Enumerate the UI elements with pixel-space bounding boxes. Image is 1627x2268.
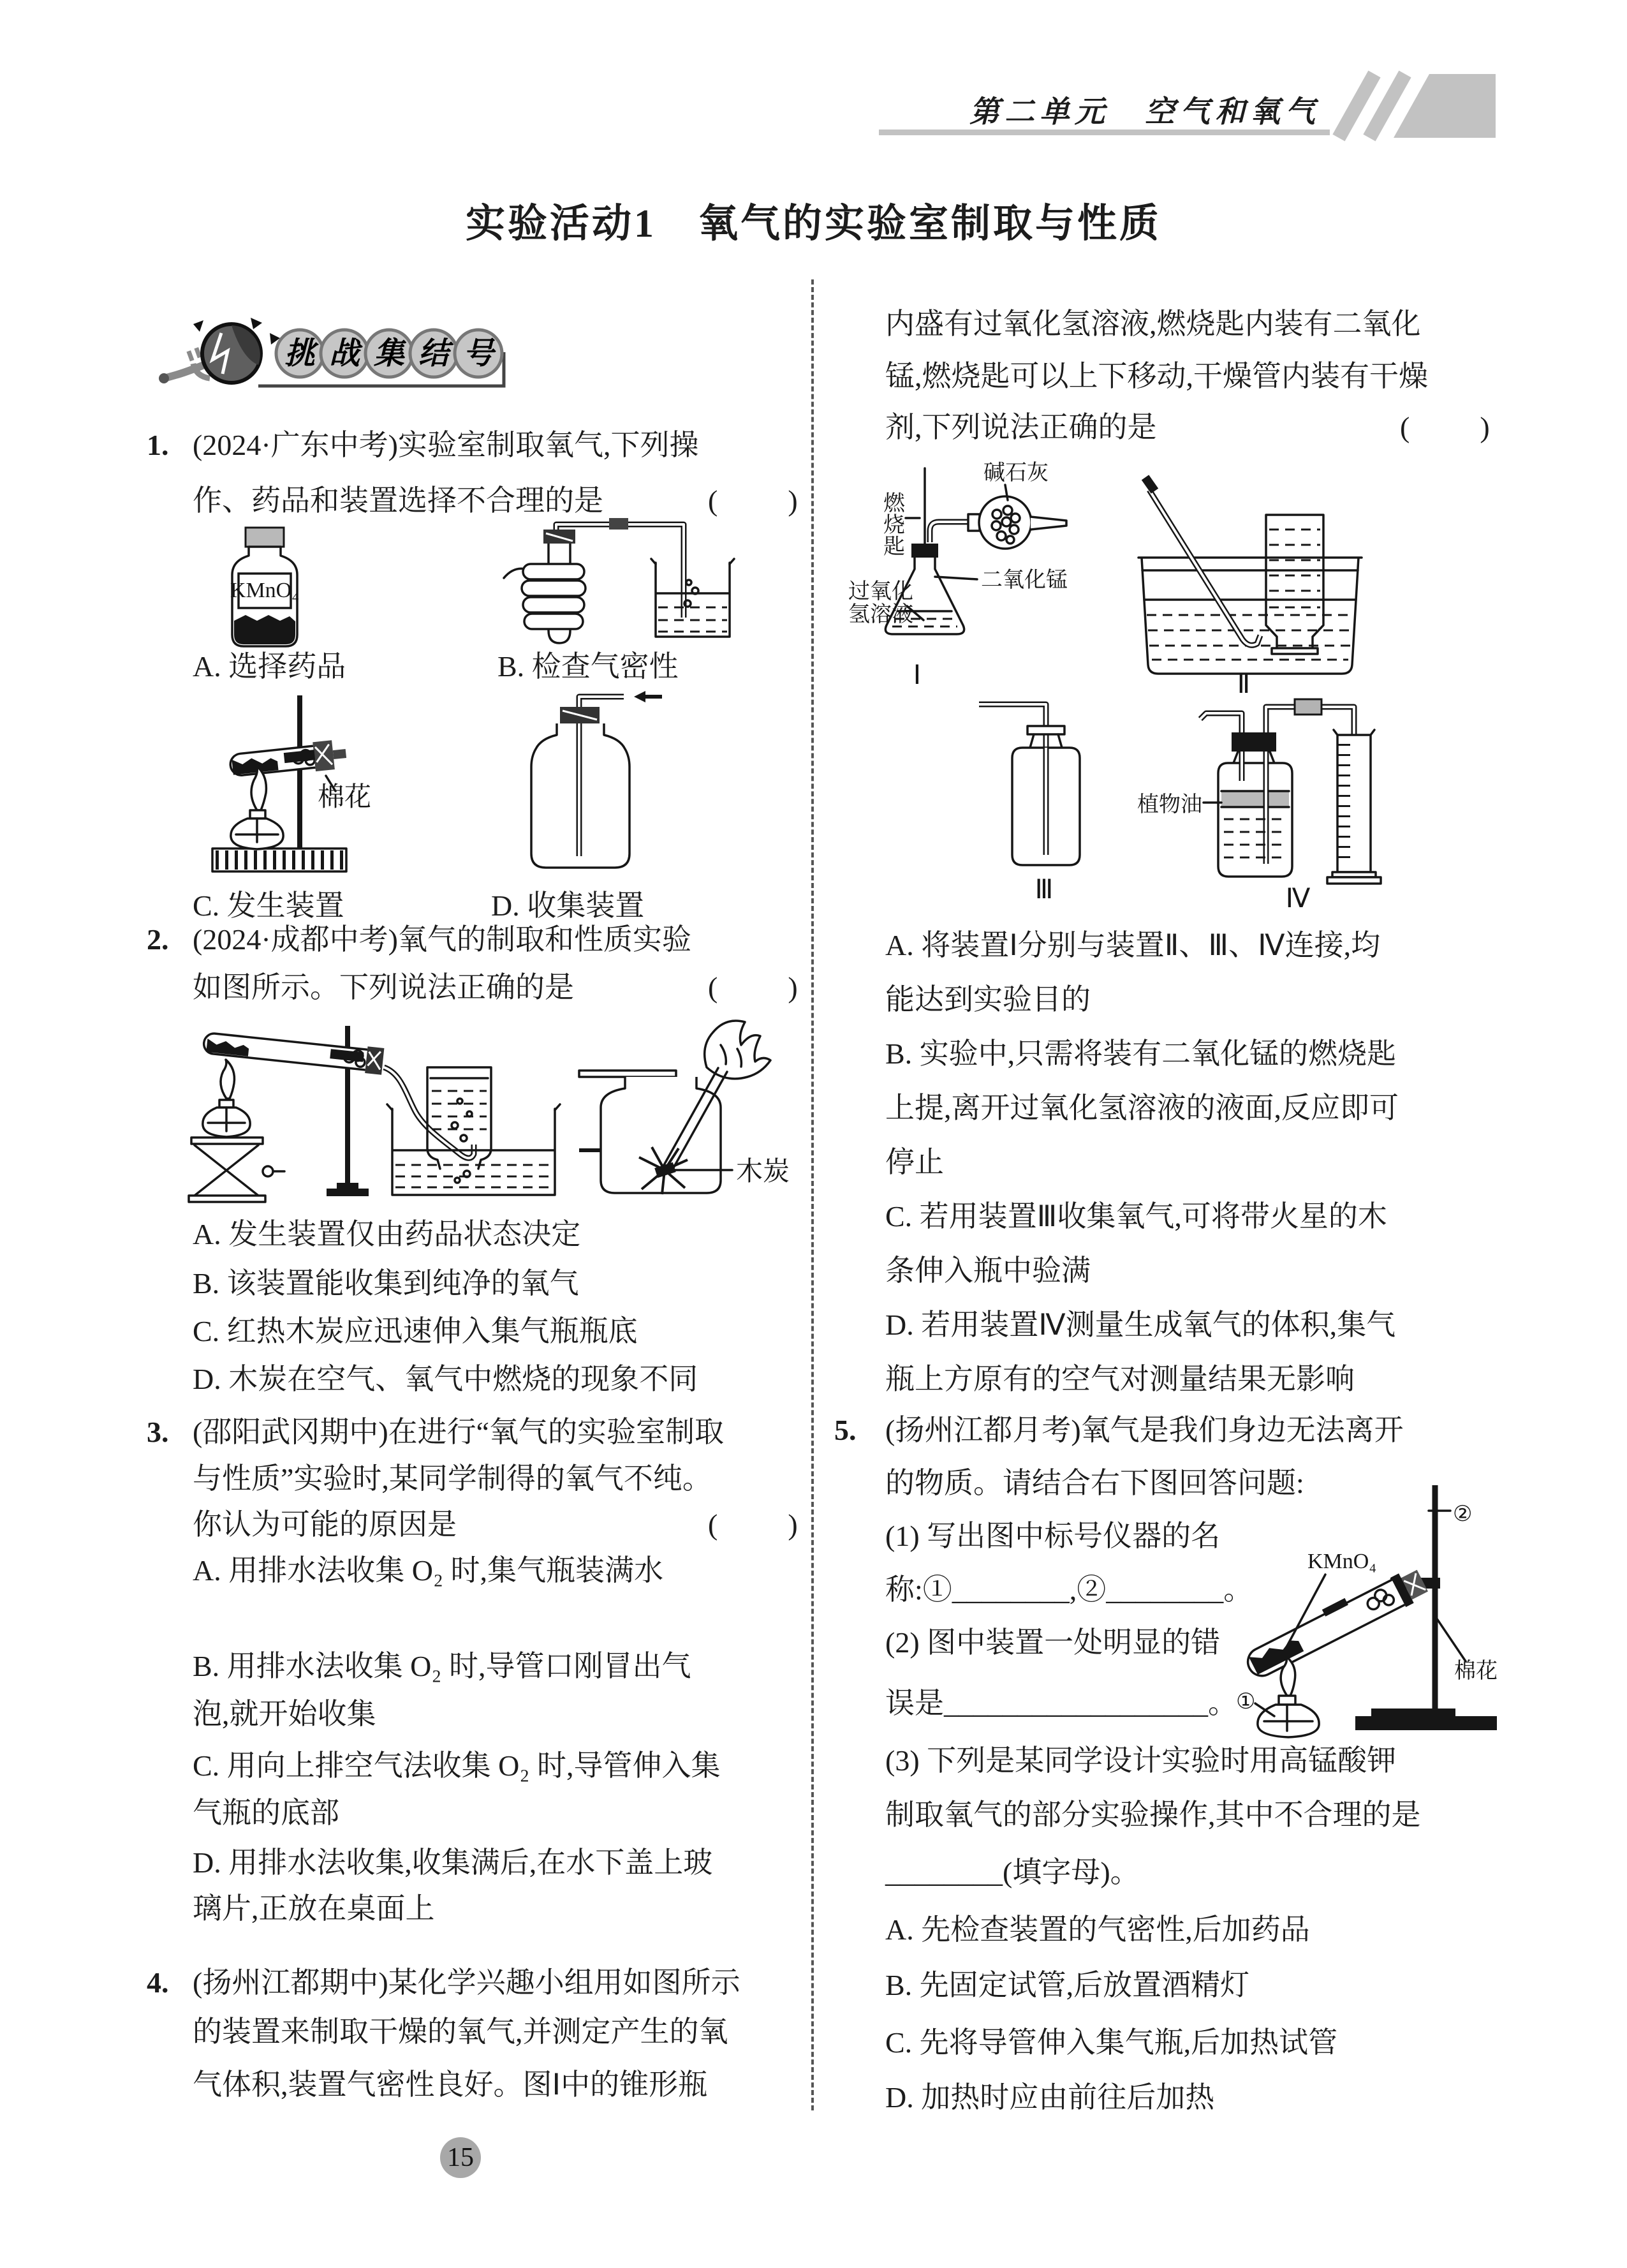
q3-answer-bracket: ( ) bbox=[708, 1508, 802, 1541]
q5-number: 5. bbox=[834, 1414, 857, 1446]
header-rule bbox=[879, 130, 1330, 135]
q3-option-d2: 璃片,正放在桌面上 bbox=[193, 1892, 435, 1925]
fig-q1c-generator bbox=[190, 688, 404, 882]
apparatus-3-label: Ⅲ bbox=[1034, 875, 1054, 905]
q3-option-a: A. 用排水法收集 O₂ 时,集气瓶装满水 bbox=[193, 1554, 663, 1587]
apparatus-1-label: Ⅰ bbox=[913, 661, 922, 690]
q5-part1-line1: (1) 写出图中标号仪器的名 bbox=[885, 1520, 1221, 1552]
h2o2-label-2: 氢溶液 bbox=[848, 603, 913, 626]
q2-option-c: C. 红热木炭应迅速伸入集气瓶瓶底 bbox=[193, 1315, 638, 1347]
mno2-label: 二氧化锰 bbox=[981, 568, 1068, 592]
q1-line2: 作、药品和装置选择不合理的是 bbox=[193, 484, 603, 517]
h2o2-label-1: 过氧化 bbox=[848, 580, 913, 604]
sodalime-label: 碱石灰 bbox=[983, 461, 1049, 485]
apparatus-4-label: Ⅳ bbox=[1285, 884, 1311, 914]
fig-q1b-airtight-check bbox=[485, 522, 746, 649]
q4-option-b1: B. 实验中,只需将装有二氧化锰的燃烧匙 bbox=[885, 1037, 1397, 1070]
cotton-label-q5: 棉花 bbox=[1454, 1659, 1498, 1683]
q2-line2: 如图所示。下列说法正确的是 bbox=[193, 971, 574, 1004]
q3-line2: 与性质”实验时,某同学制得的氧气不纯。 bbox=[193, 1462, 712, 1495]
q5-part2-line1: (2) 图中装置一处明显的错 bbox=[885, 1626, 1221, 1659]
q4-line1: (扬州江都期中)某化学兴趣小组用如图所示 bbox=[193, 1966, 740, 1999]
q5-line2: 的物质。请结合右下图回答问题: bbox=[885, 1467, 1304, 1499]
q3-number: 3. bbox=[147, 1416, 169, 1448]
q4-option-d2: 瓶上方原有的空气对测量结果无影响 bbox=[885, 1363, 1355, 1395]
q3-option-d1: D. 用排水法收集,收集满后,在水下盖上玻 bbox=[193, 1846, 713, 1879]
q1-caption-a: A. 选择药品 bbox=[193, 650, 346, 683]
q1-caption-c: C. 发生装置 bbox=[193, 889, 344, 922]
q4-cont-line1: 内盛有过氧化氢溶液,燃烧匙内装有二氧化 bbox=[885, 308, 1421, 340]
fig-q1a-reagent-bottle bbox=[210, 525, 319, 649]
q5-part3-line1: (3) 下列是某同学设计实验时用高锰酸钾 bbox=[885, 1744, 1397, 1777]
q4-option-b2: 上提,离开过氧化氢溶液的液面,反应即可 bbox=[885, 1092, 1399, 1124]
q2-option-b: B. 该装置能收集到纯净的氧气 bbox=[193, 1267, 579, 1300]
kmno4-label: KMnO₄ bbox=[1307, 1550, 1377, 1573]
q1-line1: (2024·广东中考)实验室制取氧气,下列操 bbox=[193, 429, 699, 461]
charcoal-label: 木炭 bbox=[736, 1157, 790, 1187]
q4-number: 4. bbox=[147, 1966, 169, 1999]
q2-line1: (2024·成都中考)氧气的制取和性质实验 bbox=[193, 923, 691, 956]
q1-number: 1. bbox=[147, 429, 169, 461]
header-slash-decoration bbox=[1330, 74, 1496, 138]
q5-option-d: D. 加热时应由前往后加热 bbox=[885, 2081, 1215, 2114]
q4-answer-bracket: ( ) bbox=[1400, 411, 1494, 443]
q2-option-d: D. 木炭在空气、氧气中燃烧的现象不同 bbox=[193, 1363, 698, 1395]
q2-option-a: A. 发生装置仅由药品状态决定 bbox=[193, 1218, 581, 1250]
fig-q4-apparatus-1-2 bbox=[848, 454, 1486, 698]
label-circle-2: ② bbox=[1453, 1502, 1473, 1526]
badge-char: 号 bbox=[462, 337, 494, 371]
fig-q1d-collection-bottle bbox=[503, 689, 670, 880]
q5-option-c: C. 先将导管伸入集气瓶,后加热试管 bbox=[885, 2026, 1338, 2059]
q3-option-b1: B. 用排水法收集 O₂ 时,导管口刚冒出气 bbox=[193, 1650, 691, 1682]
q5-part3-line3: ________(填字母)。 bbox=[885, 1856, 1140, 1888]
q4-cont-line3: 剂,下列说法正确的是 bbox=[885, 411, 1157, 443]
badge-char: 集 bbox=[373, 337, 405, 371]
q4-line2: 的装置来制取干燥的氧气,并测定产生的氧 bbox=[193, 2015, 728, 2048]
q5-part2-line2: 误是__________________。 bbox=[885, 1687, 1237, 1719]
q5-line1: (扬州江都月考)氧气是我们身边无法离开 bbox=[885, 1414, 1404, 1446]
fig-q5-kmno4-setup bbox=[1180, 1479, 1512, 1740]
fig-q4-apparatus-3-4 bbox=[851, 697, 1489, 914]
q4-line3: 气体积,装置气密性良好。图Ⅰ中的锥形瓶 bbox=[193, 2068, 708, 2101]
fig-q2-experiment bbox=[179, 1007, 804, 1204]
q5-part3-line2: 制取氧气的部分实验操作,其中不合理的是 bbox=[885, 1798, 1421, 1831]
label-circle-1: ① bbox=[1236, 1690, 1256, 1714]
trumpet-icon bbox=[159, 318, 280, 383]
q4-option-d1: D. 若用装置Ⅳ测量生成氧气的体积,集气 bbox=[885, 1308, 1396, 1341]
q1-caption-b: B. 检查气密性 bbox=[497, 650, 679, 683]
q4-option-a2: 能达到实验目的 bbox=[885, 983, 1091, 1016]
q3-option-b2: 泡,就开始收集 bbox=[193, 1698, 376, 1730]
q5-part1-line2: 称:①________,②________。 bbox=[885, 1573, 1253, 1606]
q4-option-a1: A. 将装置Ⅰ分别与装置Ⅱ、Ⅲ、Ⅳ连接,均 bbox=[885, 929, 1381, 961]
q4-option-b3: 停止 bbox=[885, 1146, 944, 1178]
cotton-label: 棉花 bbox=[318, 783, 372, 812]
q2-answer-bracket: ( ) bbox=[708, 971, 802, 1004]
page-number-badge: 15 bbox=[440, 2137, 481, 2178]
q2-number: 2. bbox=[147, 923, 169, 956]
q5-option-b: B. 先固定试管,后放置酒精灯 bbox=[885, 1969, 1250, 2001]
column-divider bbox=[811, 279, 814, 2110]
q5-option-a: A. 先检查装置的气密性,后加药品 bbox=[885, 1913, 1310, 1946]
apparatus-2-label: Ⅱ bbox=[1237, 670, 1251, 699]
badge-char: 结 bbox=[418, 337, 450, 371]
page-title: 实验活动1 氧气的实验室制取与性质 bbox=[465, 202, 1161, 246]
spoon-label: 燃烧匙 bbox=[880, 491, 904, 556]
challenge-badge bbox=[156, 314, 513, 403]
kmno4-bottle-label: KMnO₄ bbox=[230, 579, 300, 602]
q4-option-c1: C. 若用装置Ⅲ收集氧气,可将带火星的木 bbox=[885, 1200, 1387, 1233]
vegetable-oil-label: 植物油 bbox=[1137, 793, 1202, 817]
badge-char: 挑 bbox=[284, 337, 316, 371]
q1-caption-d: D. 收集装置 bbox=[491, 889, 645, 922]
q1-answer-bracket: ( ) bbox=[708, 484, 802, 517]
q4-cont-line2: 锰,燃烧匙可以上下移动,干燥管内装有干燥 bbox=[885, 360, 1428, 392]
unit-header: 第二单元 空气和氧气 bbox=[969, 96, 1320, 129]
q3-option-c2: 气瓶的底部 bbox=[193, 1797, 339, 1829]
q3-line3: 你认为可能的原因是 bbox=[193, 1508, 457, 1541]
q3-option-c1: C. 用向上排空气法收集 O₂ 时,导管伸入集 bbox=[193, 1749, 721, 1782]
q4-option-c2: 条伸入瓶中验满 bbox=[885, 1254, 1091, 1287]
badge-char: 战 bbox=[328, 337, 360, 371]
q3-line1: (邵阳武冈期中)在进行“氧气的实验室制取 bbox=[193, 1416, 725, 1448]
